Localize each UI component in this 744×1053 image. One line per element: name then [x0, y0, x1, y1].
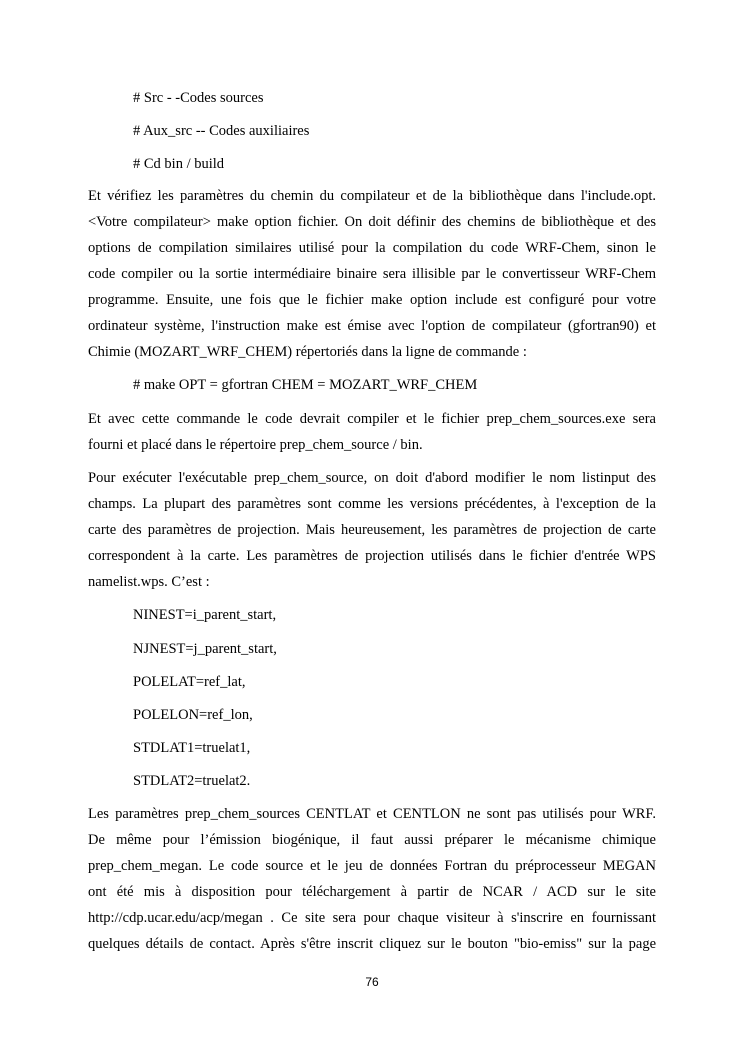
- param-line-njnest: NJNEST=j_parent_start,: [133, 641, 277, 657]
- paragraph-3-line: correspondent à la carte. Les paramètres de projection utilisés dans le fichier d'entrée WPS: [88, 548, 656, 564]
- param-line-stdlat1: STDLAT1=truelat1,: [133, 740, 251, 756]
- paragraph-4-line: prep_chem_megan. Le code source et le jeu de données Fortran du préprocesseur MEGAN: [88, 858, 656, 874]
- code-line-src: # Src - -Codes sources: [133, 90, 264, 106]
- paragraph-3-line: carte des paramètres de projection. Mais heureusement, les paramètres de projection de carte: [88, 522, 656, 538]
- param-line-polelat: POLELAT=ref_lat,: [133, 674, 246, 690]
- param-line-polelon: POLELON=ref_lon,: [133, 707, 253, 723]
- param-line-stdlat2: STDLAT2=truelat2.: [133, 773, 251, 789]
- paragraph-2-line: fourni et placé dans le répertoire prep_chem_source / bin.: [88, 437, 423, 453]
- paragraph-3-line: champs. La plupart des paramètres sont comme les versions précédentes, à l'exception de la: [88, 496, 656, 512]
- paragraph-4-line: Les paramètres prep_chem_sources CENTLAT et CENTLON ne sont pas utilisés pour WRF.: [88, 806, 656, 822]
- paragraph-2-line: Et avec cette commande le code devrait compiler et le fichier prep_chem_sources.exe sera: [88, 411, 656, 427]
- page-number: 76: [365, 975, 379, 989]
- paragraph-3-line: namelist.wps. C’est :: [88, 574, 210, 590]
- paragraph-3-line: Pour exécuter l'exécutable prep_chem_source, on doit d'abord modifier le nom listinput des: [88, 470, 656, 486]
- code-line-aux-src: # Aux_src -- Codes auxiliaires: [133, 123, 310, 139]
- paragraph-1-line: code compiler ou la sortie intermédiaire binaire sera illisible par le convertisseur WRF-Chem: [88, 266, 656, 282]
- paragraph-4-line: quelques détails de contact. Après s'être inscrit cliquez sur le bouton "bio-emiss" sur la page: [88, 936, 656, 952]
- paragraph-1-line: ordinateur système, l'instruction make est émise avec l'option de compilateur (gfortran90) et: [88, 318, 656, 334]
- paragraph-4-line: ont été mis à disposition pour téléchargement à partir de NCAR / ACD sur le site: [88, 884, 656, 900]
- code-line-cd-bin: # Cd bin / build: [133, 156, 225, 172]
- paragraph-4-line: De même pour l’émission biogénique, il faut aussi préparer le mécanisme chimique: [88, 832, 656, 848]
- paragraph-1-line: programme. Ensuite, une fois que le fichier make option include est configuré pour votre: [88, 292, 656, 308]
- paragraph-1-line: Et vérifiez les paramètres du chemin du compilateur et de la bibliothèque dans l'include.opt.: [88, 188, 656, 204]
- make-command: # make OPT = gfortran CHEM = MOZART_WRF_CHEM: [133, 377, 478, 393]
- paragraph-1-line: options de compilation similaires utilisé pour la compilation du code WRF-Chem, sinon le: [88, 240, 656, 256]
- param-line-ninest: NINEST=i_parent_start,: [133, 607, 277, 623]
- paragraph-1-line: <Votre compilateur> make option fichier. On doit définir des chemins de bibliothèque et des: [88, 214, 656, 230]
- paragraph-1-line: Chimie (MOZART_WRF_CHEM) répertoriés dans la ligne de commande :: [88, 344, 527, 360]
- paragraph-4-line: http://cdp.ucar.edu/acp/megan . Ce site sera pour chaque visiteur à s'inscrire en fournissant: [88, 910, 656, 926]
